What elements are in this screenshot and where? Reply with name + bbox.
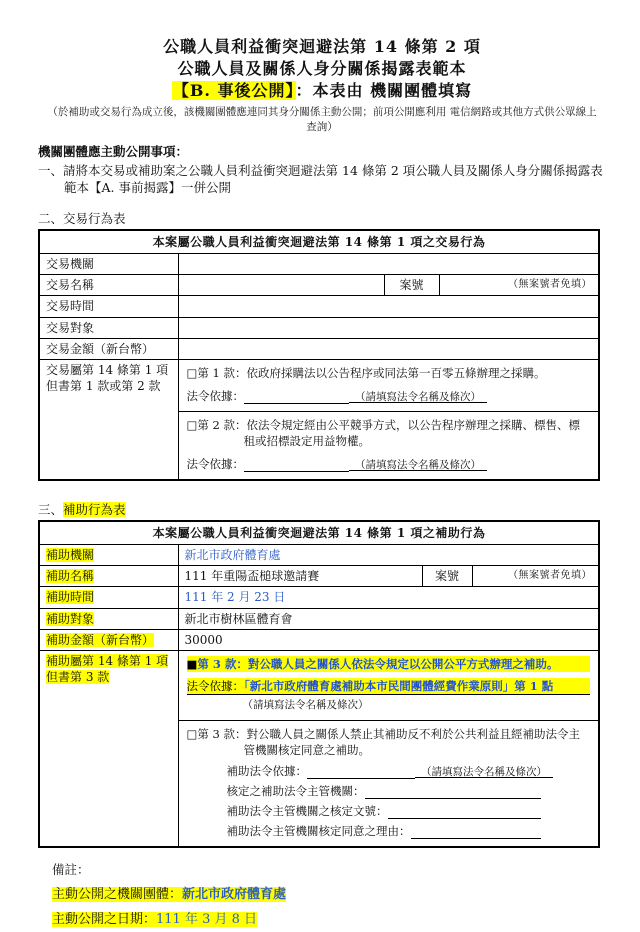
doc-title-line2: 公職人員及關係人身分關係揭露表範本 [177,59,467,78]
subsidy-law-basis-label: 補助法令依據： [226,763,307,778]
law-basis-note: （請填寫法令名稱及條次） [242,698,369,711]
transaction-organ-label: 交易機關 [39,253,178,274]
checkbox-clause1-unchecked-icon[interactable]: □ [186,365,198,380]
transaction-counterparty-value[interactable] [178,317,599,338]
disclosure-org-label: 主動公開之機關團體： [52,886,183,902]
transaction-time-value[interactable] [178,296,599,317]
law-basis-note: （請填寫法令名稱及條次） [349,389,487,403]
transaction-section-heading [38,211,606,228]
checkbox-clause2-unchecked-icon[interactable]: □ [186,417,198,432]
subsidy-option-unchecked [179,720,599,846]
law-basis-label: 法令依據： [186,456,244,471]
checkbox-clause3-unchecked-icon[interactable]: □ [186,726,198,741]
subsidy-clause-label [39,650,178,847]
transaction-caseno-note[interactable]: （無案號者免填） [439,275,599,296]
subsidy-authority-field [227,783,591,799]
transaction-option-1-line [187,365,591,381]
subsidy-amount-value: 30000 [178,629,599,650]
subsidy-section-title: 補助行為表 [63,501,126,517]
subsidy-target-label-text: 補助對象 [46,611,95,626]
transaction-table [38,229,600,481]
table-row [39,338,599,359]
table-row [39,230,599,254]
subsidy-authority-blank[interactable] [365,786,541,799]
disclosure-date-line [52,907,606,932]
subsidy-clause-options [178,650,599,847]
subsidy-option-unchecked-line [187,726,591,758]
table-row [39,253,599,274]
subsidy-clause-label-text: 補助屬第 14 條第 1 項但書第 3 款 [46,653,169,685]
footer [52,857,606,932]
law-basis-note: （請填寫法令名稱及條次） [349,457,487,471]
table-row [39,317,599,338]
subsidy-table-title: 本案屬公職人員利益衝突迴避法第 14 條第 1 項之補助行為 [39,521,599,545]
disclosure-date-label: 主動公開之日期： [52,911,157,927]
subsidy-option-checked-line [187,656,591,672]
table-row [39,544,599,565]
checkbox-clause3-checked-icon[interactable]: ■ [186,656,198,671]
table-row [39,359,599,480]
subsidy-organ-value: 新北市政府體育處 [178,544,599,565]
subsidy-amount-label [39,629,178,650]
transaction-option-1-law-line [187,388,591,404]
transaction-time-label: 交易時間 [39,296,178,317]
transaction-option-2-text: 第 2 款：依法令規定經由公平競爭方式，以公告程序辦理之採購、標售、標租或招標設定用益物權。 [197,417,580,448]
notice-heading: 機關團體應主動公開事項： [38,144,189,159]
law-basis-label: 法令依據： [186,388,244,403]
transaction-option-1 [179,360,599,411]
table-row [39,629,599,650]
subsidy-reason-label: 補助法令主管機關核定同意之理由： [226,823,411,838]
transaction-clause-options [178,359,599,480]
table-row [39,296,599,317]
doc-title-line1: 公職人員利益衝突迴避法第 14 條第 2 項 [163,37,481,56]
header-note: （於補助或交易行為成立後，該機關團體應連同其身分關係主動公開；前項公開應利用 電信網路或其他方式供公眾線上查詢） [47,106,597,133]
subsidy-caseno-note[interactable]: （無案號者免填） [472,566,599,587]
table-row [39,275,599,296]
law-basis-blank[interactable] [244,391,349,404]
subsidy-doc-number-field [227,803,591,819]
transaction-section-title: 交易行為表 [63,210,126,226]
subsidy-name-value: 111 年重陽盃槌球邀請賽 [178,566,422,587]
remark-label: 備註： [52,861,90,877]
table-row [39,566,599,587]
notice-item-number: 一、 [38,162,64,178]
subsidy-time-label-text: 補助時間 [46,590,95,605]
law-basis-label: 法令依據： [186,678,244,693]
transaction-name-value[interactable] [178,275,384,296]
subsidy-unchecked-fields [187,763,591,839]
subsidy-authority-label: 核定之補助法令主管機關： [226,783,365,798]
transaction-option-2 [179,411,599,479]
subsidy-amount-label-text: 補助金額（新台幣） [46,632,155,647]
transaction-section-number: 二、 [38,210,64,226]
subsidy-organ-label [39,544,178,565]
transaction-caseno-label: 案號 [384,275,439,296]
table-row [39,650,599,847]
notice-item-text: 請將本交易或補助案之公職人員利益衝突迴避法第 14 條第 2 項公職人員及關係人身分關係揭露表範本【A. 事前揭露】一併公開 [63,162,603,195]
transaction-table-title: 本案屬公職人員利益衝突迴避法第 14 條第 1 項之交易行為 [39,230,599,254]
subsidy-target-label [39,608,178,629]
table-row [39,521,599,545]
subsidy-time-label [39,587,178,608]
subsidy-time-value: 111 年 2 月 23 日 [178,587,599,608]
subsidy-option-checked-text: 第 3 款：對公職人員之關係人依法令規定以公開公平方式辦理之補助。 [197,656,559,671]
subsidy-name-label-text: 補助名稱 [46,569,95,584]
table-row [39,608,599,629]
subsidy-caseno-label: 案號 [422,566,472,587]
subsidy-section-heading [38,502,606,519]
disclosure-date-value: 111 年 3 月 8 日 [156,911,258,927]
table-row [39,587,599,608]
subsidy-reason-field [227,823,591,839]
subsidy-name-label [39,566,178,587]
subsidy-doc-number-blank[interactable] [388,806,541,819]
law-basis-value: 「新北市政府體育處補助本市民間團體經費作業原則」第 1 點 [244,678,554,693]
transaction-option-2-law-line [187,456,591,472]
transaction-name-label: 交易名稱 [39,275,178,296]
law-basis-note: （請填寫法令名稱及條次） [415,764,553,778]
subsidy-table [38,520,600,848]
subsidy-law-basis-field [227,763,591,779]
transaction-amount-value[interactable] [178,338,599,359]
subsidy-doc-number-label: 補助法令主管機關之核定文號： [226,803,388,818]
subsidy-target-value: 新北市樹林區體育會 [178,608,599,629]
disclosure-org-line [52,882,606,907]
subsidy-reason-blank[interactable] [411,826,541,839]
transaction-option-1-text: 第 1 款：依政府採購法以公告程序或同法第一百零五條辦理之採購。 [197,365,546,380]
after-disclosure-badge: 【B. 事後公開】 [172,81,295,100]
subsidy-option-unchecked-text: 第 3 款：對公職人員之關係人禁止其補助反不利於公共利益且經補助法令主管機關核定同意之補助。 [197,726,580,757]
transaction-clause-label: 交易屬第 14 條第 1 項但書第 1 款或第 2 款 [39,359,178,480]
law-basis-blank[interactable] [244,459,349,472]
subsidy-section-number: 三、 [38,501,64,517]
transaction-counterparty-label: 交易對象 [39,317,178,338]
subsidy-organ-label-text: 補助機關 [46,547,95,562]
subsidy-option-checked [179,651,599,720]
subsidy-law-basis-blank[interactable] [307,766,415,779]
transaction-option-2-line [187,417,591,449]
notice-item-1 [38,162,606,196]
doc-title-line3 [38,80,606,102]
badge-suffix: ：本表由 機關團體填寫 [295,81,473,100]
transaction-organ-value[interactable] [178,253,599,274]
subsidy-option-checked-law-line [187,678,591,695]
disclosure-org-value: 新北市政府體育處 [182,886,287,902]
transaction-amount-label: 交易金額（新台幣） [39,338,178,359]
